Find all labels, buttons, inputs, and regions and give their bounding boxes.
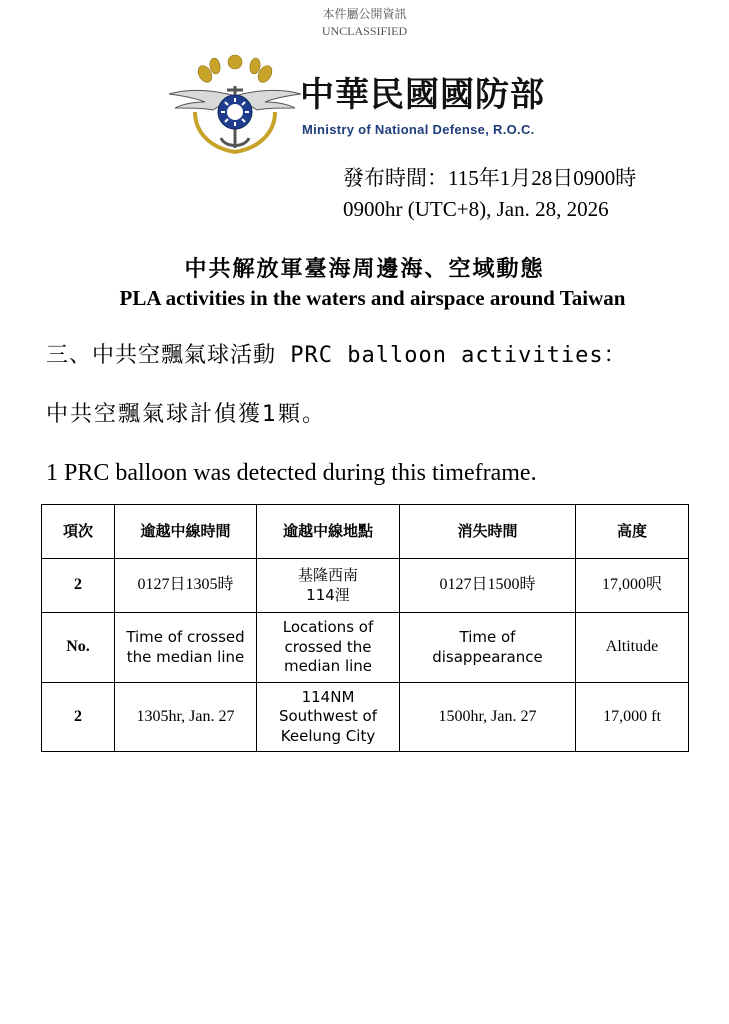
header-cross-time-en: Time of crossed the median line <box>115 613 257 683</box>
cell-item-no: 2 <box>42 683 115 752</box>
cell-cross-location: 114NM Southwest of Keelung City <box>257 683 400 752</box>
table-row <box>42 683 689 752</box>
classification-zh: 本件屬公開資訊 <box>322 7 407 21</box>
table-header-row-zh <box>42 505 689 559</box>
mnd-emblem-icon <box>165 52 305 158</box>
header-disappear-time-zh: 消失時間 <box>400 505 576 559</box>
cell-cross-time: 0127日1305時 <box>115 559 257 613</box>
header-altitude-zh: 高度 <box>576 505 689 559</box>
cell-altitude: 17,000呎 <box>576 559 689 613</box>
header-item-no-zh: 項次 <box>42 505 115 559</box>
cell-altitude: 17,000 ft <box>576 683 689 752</box>
document-title-en: PLA activities in the waters and airspace around Taiwan <box>119 286 626 310</box>
classification-en: UNCLASSIFIED <box>321 24 408 38</box>
org-name-en: Ministry of National Defense, R.O.C. <box>302 122 535 137</box>
header-cross-location-zh: 逾越中線地點 <box>257 505 400 559</box>
document-title-zh: 中共解放軍臺海周邊海、空域動態 <box>184 256 545 282</box>
table-header-row-en <box>42 613 689 683</box>
release-time-en: 0900hr (UTC+8), Jan. 28, 2026 <box>343 197 609 221</box>
release-time-zh: 發布時間：115年1月28日0900時 <box>343 166 637 190</box>
header-cross-location-en: Locations of crossed the median line <box>257 613 400 683</box>
table-row <box>42 559 689 613</box>
cell-item-no: 2 <box>42 559 115 613</box>
cell-cross-time: 1305hr, Jan. 27 <box>115 683 257 752</box>
summary-zh: 中共空飄氣球計偵獲1顆。 <box>46 402 326 427</box>
balloon-activity-table <box>41 504 689 752</box>
header-item-no-en: No. <box>42 613 115 683</box>
org-name-zh: 中華民國國防部 <box>300 75 545 115</box>
header-altitude-en: Altitude <box>576 613 689 683</box>
section-heading: 三、中共空飄氣球活動 PRC balloon activities： <box>46 343 627 368</box>
header-disappear-time-en: Time of disappearance <box>400 613 576 683</box>
cell-disappear-time: 0127日1500時 <box>400 559 576 613</box>
summary-en: 1 PRC balloon was detected during this timeframe. <box>46 460 537 486</box>
header-cross-time-zh: 逾越中線時間 <box>115 505 257 559</box>
cell-cross-location: 基隆西南 114浬 <box>257 559 400 613</box>
cell-disappear-time: 1500hr, Jan. 27 <box>400 683 576 752</box>
